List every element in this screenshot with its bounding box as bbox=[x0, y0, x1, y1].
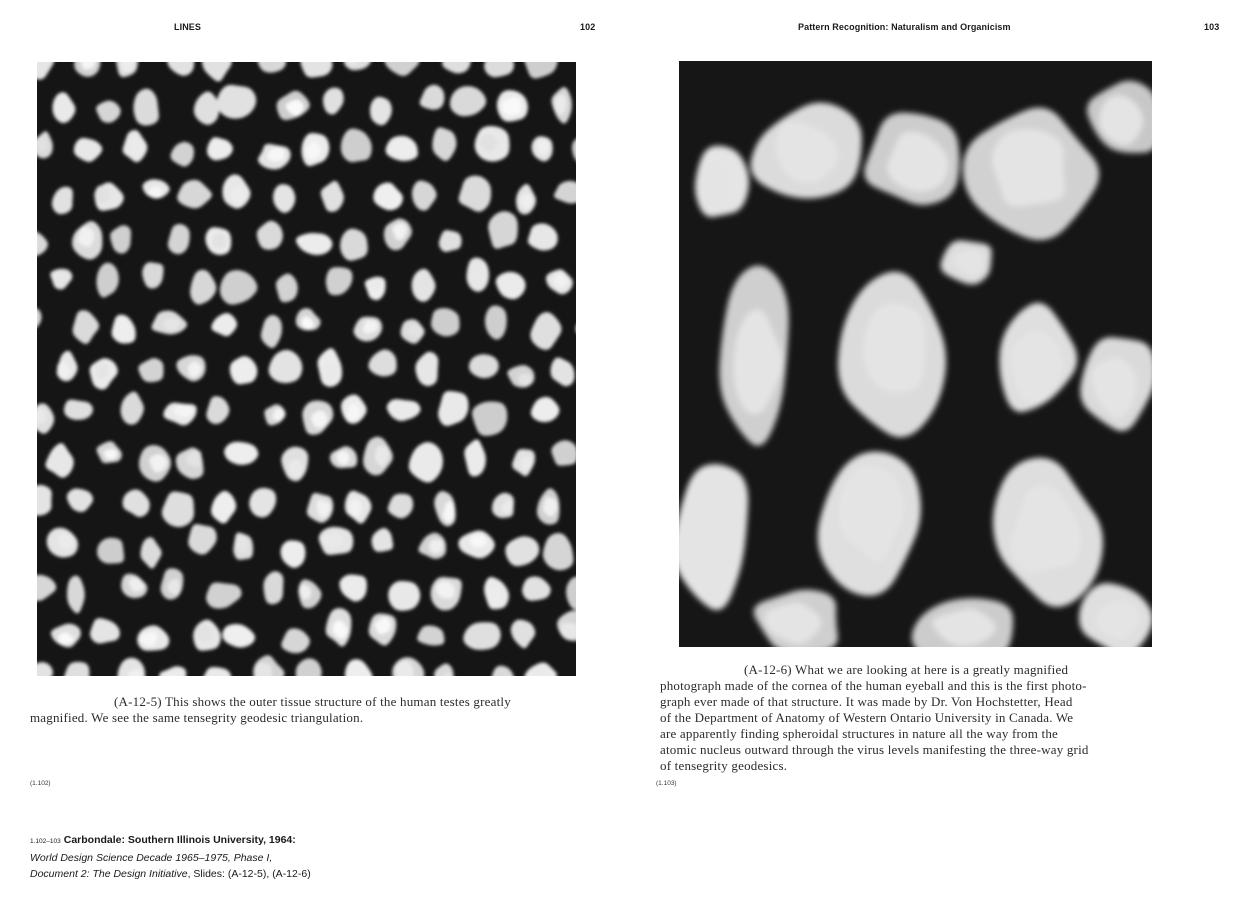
left-page-number: 102 bbox=[580, 22, 596, 32]
caption-line: photograph made of the cornea of the human eyeball and this is the first photo- bbox=[660, 678, 1087, 693]
credit-document: Document 2: The Design Initiative bbox=[30, 868, 188, 880]
credit-series: World Design Science Decade 1965–1975, Phase I, bbox=[30, 852, 273, 864]
caption-a-12-6 bbox=[660, 662, 1220, 774]
right-page-number: 103 bbox=[1204, 22, 1220, 32]
caption-line: magnified. We see the same tensegrity geodesic triangulation. bbox=[30, 710, 364, 725]
caption-line: (A-12-5) This shows the outer tissue structure of the human testes greatly bbox=[114, 694, 511, 709]
tissue-photo-left bbox=[37, 62, 576, 676]
figure-ref-left: (1.102) bbox=[30, 780, 51, 787]
credit-number: 1.102–103 bbox=[30, 838, 61, 845]
caption-line: (A-12-6) What we are looking at here is a greatly magnified bbox=[744, 662, 1069, 677]
left-running-head: LINES bbox=[174, 22, 202, 32]
right-running-head: Pattern Recognition: Naturalism and Organicism bbox=[798, 22, 1011, 32]
caption-line: of the Department of Anatomy of Western Ontario University in Canada. We bbox=[660, 710, 1074, 725]
caption-a-12-5 bbox=[30, 694, 595, 726]
caption-line: of tensegrity geodesics. bbox=[660, 758, 788, 773]
credit-title: Carbondale: Southern Illinois University, 1964: bbox=[63, 834, 296, 846]
figure-ref-right: (1.103) bbox=[656, 780, 677, 787]
credit-slides: , Slides: (A-12-5), (A-12-6) bbox=[187, 868, 311, 880]
caption-line: atomic nucleus outward through the virus levels manifesting the three-way grid bbox=[660, 742, 1089, 757]
cornea-photo-right bbox=[679, 61, 1152, 647]
figure-credit bbox=[30, 832, 311, 882]
caption-line: are apparently finding spheroidal structures in nature all the way from the bbox=[660, 726, 1059, 741]
caption-line: graph ever made of that structure. It was made by Dr. Von Hochstetter, Head bbox=[660, 694, 1073, 709]
